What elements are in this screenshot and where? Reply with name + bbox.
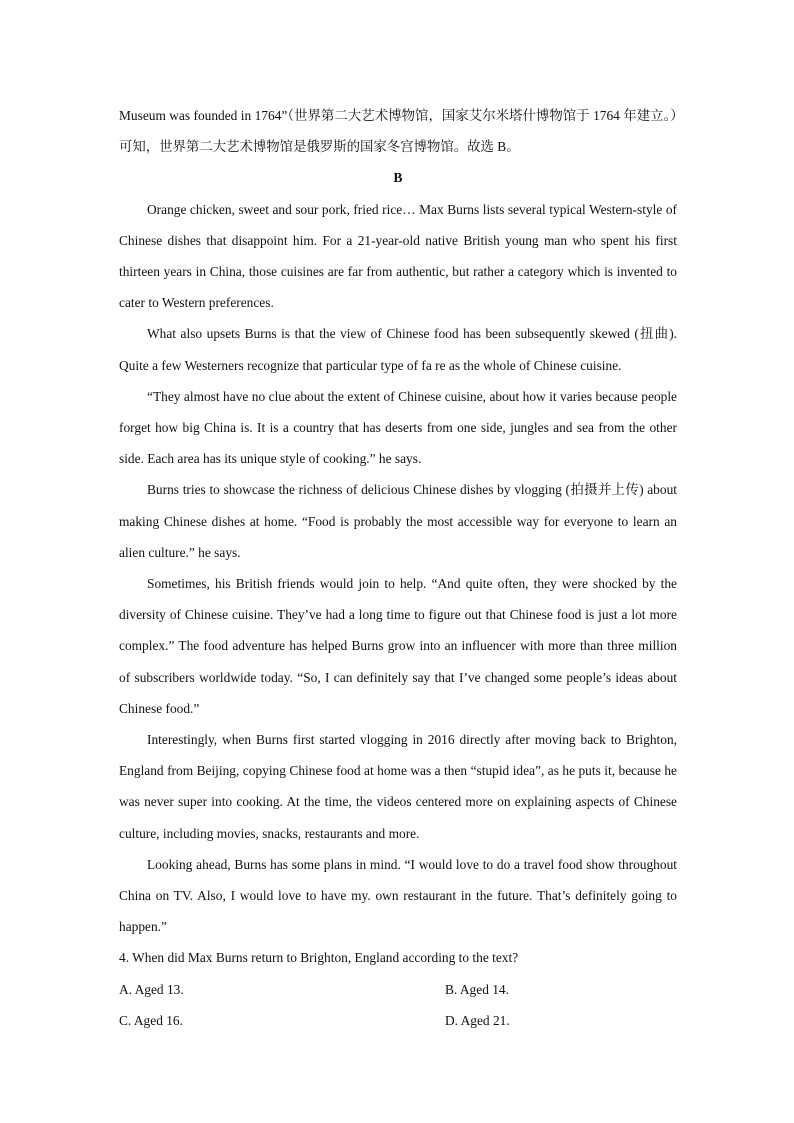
option-d: D. Aged 21. xyxy=(445,1012,510,1028)
document-page xyxy=(119,100,677,1036)
answer-options xyxy=(119,974,677,1036)
passage-paragraph-7: Looking ahead, Burns has some plans in mind. “I would love to do a travel food show throughout China on TV. Also, I would love to have my. own restaurant in the future. That’s definitely going to happen.” xyxy=(119,856,677,935)
previous-answer-explanation: Museum was founded in 1764”（世界第二大艺术博物馆，国家艾尔米塔什博物馆于 1764 年建立。）可知，世界第二大艺术博物馆是俄罗斯的国家冬宫博物馆。故选 B。 xyxy=(119,108,677,155)
option-a: A. Aged 13. xyxy=(119,981,184,997)
passage-paragraph-6: Interestingly, when Burns first started vlogging in 2016 directly after moving back to Brighton, England from Beijing, copying Chinese food at home was a then “stupid idea”, as he puts it, because he was never super into cooking. At the time, the videos centered more on explaining aspects of Chinese culture, including movies, snacks, restaurants and more. xyxy=(119,732,677,841)
passage-paragraph-3: “They almost have no clue about the extent of Chinese cuisine, about how it varies because people forget how big China is. It is a country that has deserts from one side, jungles and sea from the other side. Each area has its unique style of cooking.” he says. xyxy=(119,388,677,467)
passage xyxy=(119,194,677,943)
passage-paragraph-5: Sometimes, his British friends would join to help. “And quite often, they were shocked by the diversity of Chinese cuisine. They’ve had a long time to figure out that Chinese food is just a lot more complex.” The food adventure has helped Burns grow into an influencer with more than three million of subscribers worldwide today. “So, I can definitely say that I’ve changed some people’s ideas about Chinese food.” xyxy=(119,576,677,716)
section-title: B xyxy=(393,170,403,186)
passage-paragraph-4: Burns tries to showcase the richness of delicious Chinese dishes by vlogging (拍摄并上传) about making Chinese dishes at home. “Food is probably the most accessible way for everyone to learn an alien culture.” he says. xyxy=(119,482,677,560)
option-b: B. Aged 14. xyxy=(445,981,509,997)
passage-paragraph-2: What also upsets Burns is that the view of Chinese food has been subsequently skewed (扭曲). Quite a few Westerners recognize that particular type of fa re as the whole of Chinese cuisine. xyxy=(119,326,677,373)
passage-paragraph-1: Orange chicken, sweet and sour pork, fried rice… Max Burns lists several typical Western-style of Chinese dishes that disappoint him. For a 21-year-old native British young man who spent his first thirteen years in China, those cuisines are far from authentic, but rather a category which is invented to cater to Western preferences. xyxy=(119,201,677,311)
option-c: C. Aged 16. xyxy=(119,1012,183,1028)
question-stem: 4. When did Max Burns return to Brighton, England according to the text? xyxy=(119,950,519,966)
